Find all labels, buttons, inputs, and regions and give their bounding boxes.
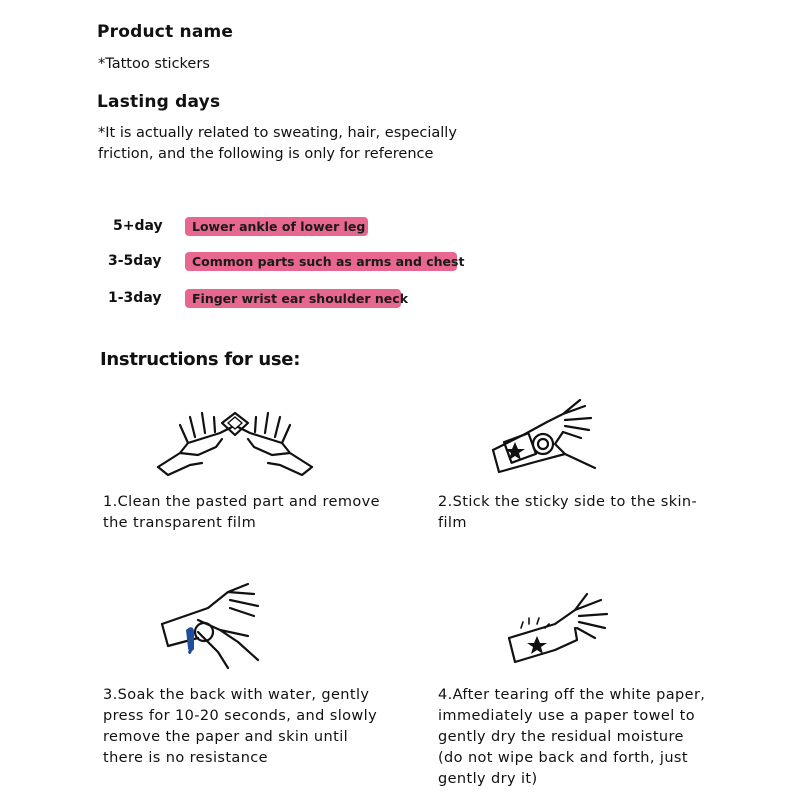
hands-peeling-film-icon: [150, 405, 320, 480]
duration-tag: Lower ankle of lower leg: [185, 217, 368, 236]
lasting-note-line-1: *It is actually related to sweating, hair, especially: [98, 125, 457, 141]
lasting-days-heading: Lasting days: [97, 92, 221, 112]
step-3-text: 3.Soak the back with water, gently press for 10-20 seconds, and slowly remove the paper and skin until there is no resistance: [103, 687, 378, 766]
lasting-note-line-2: friction, and the following is only for reference: [98, 146, 434, 162]
duration-days: 1-3day: [108, 290, 162, 306]
duration-tag: Finger wrist ear shoulder neck: [185, 289, 401, 308]
duration-days: 5+day: [113, 218, 163, 234]
arm-with-star-tattoo-icon: [505, 588, 615, 668]
instructions-heading: Instructions for use:: [100, 349, 301, 370]
duration-tag: Common parts such as arms and chest: [185, 252, 457, 271]
hand-pressing-wet-cloth-icon: [158, 580, 268, 675]
arm-with-sticker-icon: [485, 392, 615, 487]
product-name-heading: Product name: [97, 22, 234, 42]
step-4-text: 4.After tearing off the white paper, immediately use a paper towel to gently dry the residual moisture (do not wipe back and forth, just gently dry it): [438, 687, 706, 787]
step-2-text: 2.Stick the sticky side to the skin- film: [438, 494, 698, 531]
product-name-value: *Tattoo stickers: [98, 56, 210, 72]
step-1-text: 1.Clean the pasted part and remove the transparent film: [103, 494, 380, 531]
duration-days: 3-5day: [108, 253, 162, 269]
